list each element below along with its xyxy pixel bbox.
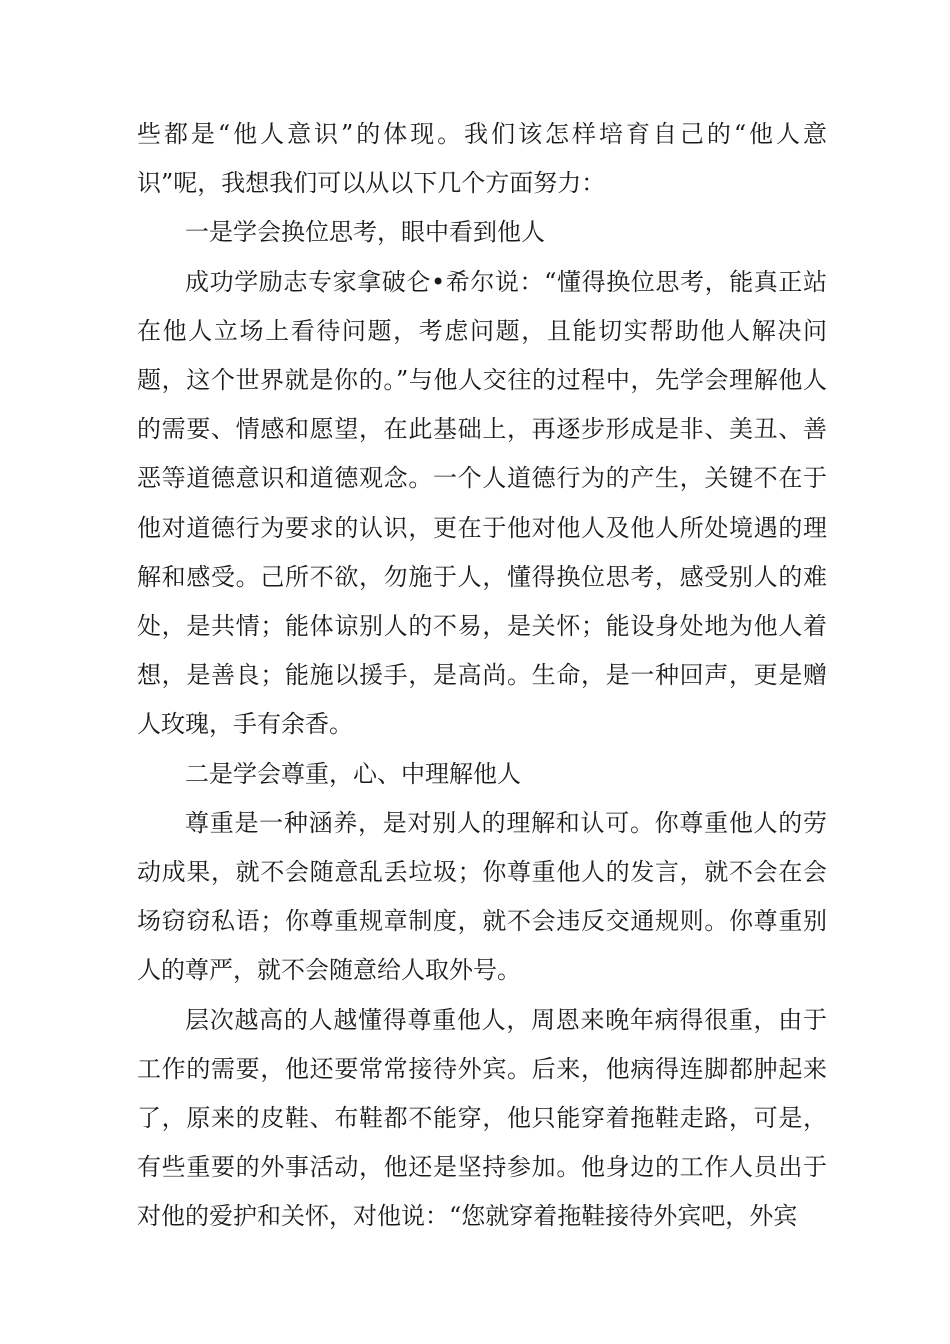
document-body: [137, 110, 827, 1242]
paragraph-zhou-enlai: 层次越高的人越懂得尊重他人，周恩来晚年病得很重，由于工作的需要，他还要常常接待外宾。后来，他病得连脚都肿起来了，原来的皮鞋、布鞋都不能穿，他只能穿着拖鞋走路，可是，有些重要的外事活动，他还是坚持参加。他身边的工作人员出于对他的爱护和关怀，对他说：“您就穿着拖鞋接待外宾吧，外宾: [137, 1005, 827, 1231]
paragraph-continuation: 些都是“他人意识”的体现。我们该怎样培育自己的“他人意识”呢，我想我们可以从以下几个方面努力：: [137, 120, 827, 198]
section-heading-respect: 二是学会尊重，心、中理解他人: [185, 759, 521, 788]
section-heading-perspective: 一是学会换位思考，眼中看到他人: [185, 218, 545, 247]
paragraph-respect: 尊重是一种涵养，是对别人的理解和认可。你尊重他人的劳动成果，就不会随意乱丢垃圾；你尊重他人的发言，就不会在会场窃窃私语；你尊重规章制度，就不会违反交通规则。你尊重别人的尊严，就不会随意给人取外号。: [137, 808, 827, 985]
paragraph-hill-quote: 成功学励志专家拿破仑•希尔说：“懂得换位思考，能真正站在他人立场上看待问题，考虑问题，且能切实帮助他人解决问题，这个世界就是你的。”与他人交往的过程中，先学会理解他人的需要、情感和愿望，在此基础上，再逐步形成是非、美丑、善恶等道德意识和道德观念。一个人道德行为的产生，关键不在于他对道德行为要求的认识，更在于他对他人及他人所处境遇的理解和感受。己所不欲，勿施于人，懂得换位思考，感受别人的难处，是共情；能体谅别人的不易，是关怀；能设身处地为他人着想，是善良；能施以援手，是高尚。生命，是一种回声，更是赠人玫瑰，手有余香。: [137, 267, 827, 739]
